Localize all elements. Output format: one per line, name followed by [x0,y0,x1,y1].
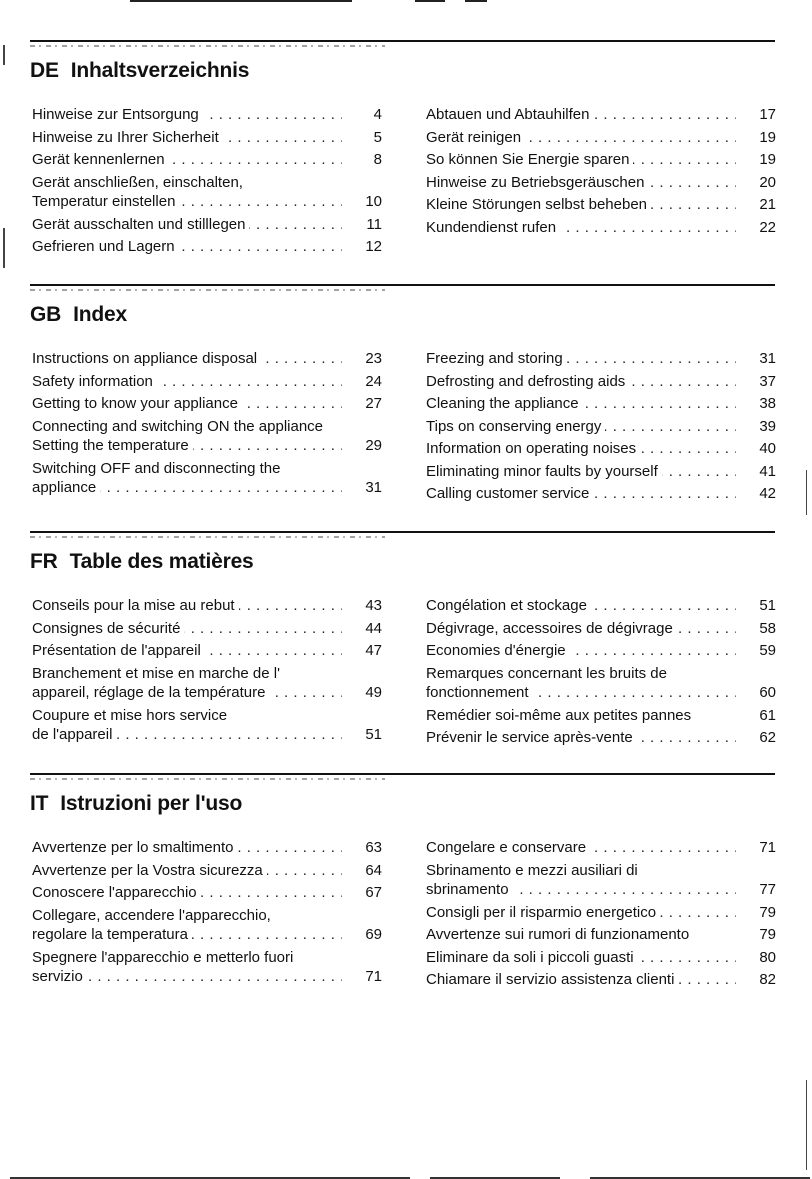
toc-entry-title: Avvertenze sui rumori di funzionamento [426,926,693,943]
toc-entry-title: Switching OFF and disconnecting the appliance [32,459,281,496]
toc-entry-title-wrap [426,925,736,945]
toc-entry-title-wrap [426,619,736,639]
toc-entry-title-wrap [426,150,736,170]
toc-page-number: 44 [365,619,382,637]
toc-entry[interactable] [32,459,382,498]
toc-page-number: 43 [365,597,382,614]
toc-entry-title: Avvertenze per lo smaltimento [32,839,237,856]
toc-entry[interactable] [32,838,382,858]
toc-entry[interactable] [32,417,382,456]
toc-entry[interactable] [426,664,776,703]
toc-entry-title-wrap [426,970,736,990]
toc-page-number: 77 [759,881,776,898]
toc-entry[interactable] [426,195,776,215]
toc-entry-title-wrap [32,596,342,616]
toc-entry[interactable] [32,664,382,703]
toc-entry-title-wrap [426,641,736,661]
toc-entry-title-wrap [426,218,736,238]
toc-page-number: 82 [759,971,776,988]
toc-page-number: 49 [365,684,382,701]
toc-entry-title: Gerät ausschalten und stilllegen [32,216,249,233]
toc-entry[interactable] [32,372,382,392]
toc-page-number: 20 [759,173,776,191]
toc-entry[interactable] [426,706,776,726]
scan-mark [3,45,5,65]
section-heading [30,59,249,83]
toc-entry[interactable] [426,105,776,125]
toc-column-right [426,105,776,240]
toc-entry-title: Eliminating minor faults by yourself [426,463,662,480]
toc-entry-title-wrap [32,394,342,414]
toc-entry-title: Hinweise zur Entsorgung [32,106,203,123]
toc-entry-title: Conoscere l'apparecchio [32,884,201,901]
toc-entry[interactable] [426,619,776,639]
toc-entry-title: Congelare e conservare [426,839,590,856]
toc-page-number: 22 [759,218,776,236]
toc-entry[interactable] [426,596,776,616]
toc-entry[interactable] [426,728,776,748]
toc-entry-title-wrap [32,128,342,148]
toc-entry-title-wrap [32,105,342,125]
section-language-code: DE [30,59,59,82]
toc-entry-title: Avvertenze per la Vostra sicurezza [32,862,267,879]
toc-entry-title: Branchement et mise en marche de l' appareil, réglage de la température [32,664,280,701]
toc-entry-title-wrap [426,484,736,504]
toc-entry-title-wrap [426,173,736,193]
toc-entry-title-wrap [32,215,342,235]
toc-entry-title: Collegare, accendere l'apparecchio, regolare la temperatura [32,906,271,943]
toc-entry-title: Gerät reinigen [426,129,525,146]
toc-entry-title: Sbrinamento e mezzi ausiliari di sbrinamento [426,861,638,898]
toc-column-left [32,349,382,501]
toc-page-number: 39 [759,417,776,435]
toc-page-number: 47 [365,642,382,659]
toc-entry-title: Freezing and storing [426,350,567,367]
section-rule [30,773,775,775]
scan-speckle [30,289,385,291]
toc-page-number: 27 [365,395,382,412]
toc-page-number: 79 [759,903,776,921]
toc-page-number: 71 [365,968,382,985]
toc-entry-title-wrap [32,641,342,661]
toc-entry-title: Kundendienst rufen [426,219,560,236]
toc-page-number: 11 [366,215,382,233]
scan-speckle [30,536,385,538]
toc-entry-title: Getting to know your appliance [32,395,242,412]
section-language-code: GB [30,303,62,326]
toc-entry-title: Tips on conserving energy [426,418,605,435]
toc-entry-title-wrap [426,195,736,215]
toc-entry[interactable] [32,641,382,661]
toc-page-number: 41 [759,462,776,480]
toc-page-number: 67 [365,884,382,901]
toc-entry[interactable] [426,439,776,459]
toc-entry-title: Instructions on appliance disposal [32,350,261,367]
toc-entry[interactable] [426,903,776,923]
toc-entry[interactable] [32,619,382,639]
toc-entry-title: Congélation et stockage [426,597,591,614]
toc-entry[interactable] [32,105,382,125]
section-heading [30,550,254,574]
toc-entry[interactable] [426,349,776,369]
toc-page-number: 60 [759,684,776,701]
scan-mark [806,470,807,515]
toc-entry-title: Kleine Störungen selbst beheben [426,196,651,213]
toc-entry-title-wrap [426,372,736,392]
toc-entry-title: Gerät kennenlernen [32,151,169,168]
toc-entry[interactable] [32,237,382,257]
toc-entry-title: Calling customer service [426,485,593,502]
toc-entry-title-wrap [426,128,736,148]
toc-entry-title-wrap [426,417,736,437]
toc-entry-title-wrap [32,883,342,903]
toc-page-number: 51 [365,726,382,743]
toc-column-left [32,838,382,990]
toc-entry-title-wrap [426,439,736,459]
toc-page-number: 5 [373,128,382,146]
toc-entry-title-wrap [32,417,342,456]
toc-entry-title: Spegnere l'apparecchio e metterlo fuori servizio [32,948,294,985]
toc-page-number: 21 [759,196,776,213]
toc-page-number: 63 [365,839,382,856]
toc-entry-title: Consigli per il risparmio energetico [426,904,660,921]
toc-entry-title-wrap [32,459,342,498]
section-title: Table des matières [69,550,254,573]
toc-entry[interactable] [426,925,776,945]
toc-entry-title: Cleaning the appliance [426,395,583,412]
toc-entry-title-wrap [32,664,342,703]
toc-entry-title-wrap [426,664,736,703]
toc-entry-title: Information on operating noises [426,440,640,457]
toc-entry[interactable] [426,948,776,968]
toc-entry[interactable] [32,215,382,235]
toc-entry-title: Consignes de sécurité [32,620,184,637]
scan-speckle [30,778,385,780]
toc-entry[interactable] [426,372,776,392]
toc-entry[interactable] [426,838,776,858]
toc-column-right [426,838,776,993]
toc-entry-title-wrap [32,150,342,170]
section-title: Inhaltsverzeichnis [70,59,250,82]
toc-entry-title-wrap [32,706,342,745]
toc-entry-title-wrap [426,861,736,900]
toc-column-right [426,349,776,507]
toc-entry-title: Remarques concernant les bruits de fonctionnement [426,664,667,701]
scan-mark [465,0,487,2]
toc-page-number: 23 [365,350,382,367]
toc-entry[interactable] [426,970,776,990]
toc-entry-title: Connecting and switching ON the appliance Setting the temperature [32,417,324,454]
toc-entry-title-wrap [426,948,736,968]
scan-mark [130,0,352,2]
toc-entry[interactable] [426,462,776,482]
toc-page-number: 37 [759,372,776,390]
toc-entry-title-wrap [426,728,736,748]
toc-page-number: 64 [365,861,382,879]
section-language-code: FR [30,550,58,573]
toc-page-number: 19 [759,128,776,146]
toc-page-number: 31 [365,479,382,496]
section-rule [30,531,775,533]
toc-entry-title: Safety information [32,373,157,390]
toc-entry-title-wrap [32,906,342,945]
toc-entry-title-wrap [426,596,736,616]
toc-entry[interactable] [32,706,382,745]
scan-speckle [30,45,385,47]
toc-entry-title-wrap [32,838,342,858]
toc-entry-title-wrap [426,838,736,858]
toc-entry-title: Gerät anschließen, einschalten, Temperatur einstellen [32,173,243,210]
toc-entry-title: Gefrieren und Lagern [32,238,179,255]
section-rule [30,40,775,42]
toc-page-number: 19 [759,151,776,168]
toc-entry-title: Conseils pour la mise au rebut [32,597,239,614]
toc-page-number: 24 [365,372,382,390]
toc-page-number: 40 [759,440,776,457]
toc-entry[interactable] [426,394,776,414]
scan-mark [415,0,445,2]
toc-entry-title-wrap [426,394,736,414]
toc-entry[interactable] [32,861,382,881]
toc-entry-title: Remédier soi-même aux petites pannes [426,707,695,724]
toc-entry[interactable] [32,349,382,369]
toc-column-left [32,105,382,260]
toc-entry[interactable] [426,218,776,238]
toc-entry-title-wrap [426,903,736,923]
toc-entry-title-wrap [32,349,342,369]
toc-page-number: 51 [759,597,776,614]
toc-page-number: 4 [373,106,382,123]
toc-entry-title-wrap [426,349,736,369]
toc-page-number: 61 [759,706,776,724]
toc-entry-title-wrap [32,948,342,987]
toc-entry[interactable] [32,906,382,945]
section-language-code: IT [30,792,49,815]
toc-page-number: 31 [759,350,776,367]
toc-entry[interactable] [32,948,382,987]
toc-page-number: 12 [365,238,382,255]
toc-page-number: 17 [759,106,776,123]
toc-entry-title: Présentation de l'appareil [32,642,205,659]
toc-column-left [32,596,382,748]
toc-entry-title: Hinweise zu Ihrer Sicherheit [32,129,223,146]
toc-entry-title-wrap [32,861,342,881]
toc-entry[interactable] [426,173,776,193]
toc-entry-title: Prévenir le service après-vente [426,729,637,746]
section-heading [30,792,242,816]
toc-entry-title: Hinweise zu Betriebsgeräuschen [426,174,648,191]
toc-entry-title-wrap [32,372,342,392]
toc-page-number: 58 [759,619,776,637]
toc-page-number: 38 [759,395,776,412]
section-title: Istruzioni per l'uso [60,792,243,815]
toc-entry-title-wrap [32,173,342,212]
toc-entry[interactable] [32,173,382,212]
toc-entry[interactable] [32,394,382,414]
toc-entry[interactable] [32,883,382,903]
toc-page-number: 71 [759,839,776,856]
toc-entry[interactable] [426,641,776,661]
toc-entry-title: Defrosting and defrosting aids [426,373,629,390]
toc-page-number: 29 [365,437,382,454]
toc-page-number: 80 [759,948,776,966]
toc-entry[interactable] [426,417,776,437]
scan-mark [3,228,5,268]
toc-entry[interactable] [426,150,776,170]
toc-column-right [426,596,776,751]
toc-entry[interactable] [32,150,382,170]
toc-page-number: 62 [759,729,776,746]
toc-entry[interactable] [32,128,382,148]
toc-page-number: 59 [759,642,776,659]
toc-entry-title: Economies d'énergie [426,642,570,659]
toc-entry[interactable] [426,128,776,148]
section-rule [30,284,775,286]
toc-entry[interactable] [426,861,776,900]
toc-entry-title: Dégivrage, accessoires de dégivrage [426,620,677,637]
toc-page-number: 69 [365,926,382,943]
toc-entry[interactable] [32,596,382,616]
toc-entry-title: Abtauen und Abtauhilfen [426,106,593,123]
toc-entry-title: So können Sie Energie sparen [426,151,633,168]
toc-page-number: 79 [759,926,776,943]
toc-entry-title-wrap [426,462,736,482]
section-title: Index [73,303,127,326]
section-heading [30,303,127,327]
toc-entry-title: Coupure et mise hors service de l'appareil [32,706,228,743]
toc-entry-title-wrap [426,105,736,125]
toc-entry-title-wrap [32,237,342,257]
toc-page-number: 10 [365,193,382,210]
toc-entry-title: Chiamare il servizio assistenza clienti [426,971,678,988]
scan-mark [806,1080,807,1170]
toc-page-number: 8 [373,151,382,168]
toc-entry[interactable] [426,484,776,504]
toc-page-number: 42 [759,485,776,502]
toc-entry-title-wrap [32,619,342,639]
toc-entry-title-wrap [426,706,736,726]
toc-entry-title: Eliminare da soli i piccoli guasti [426,949,638,966]
